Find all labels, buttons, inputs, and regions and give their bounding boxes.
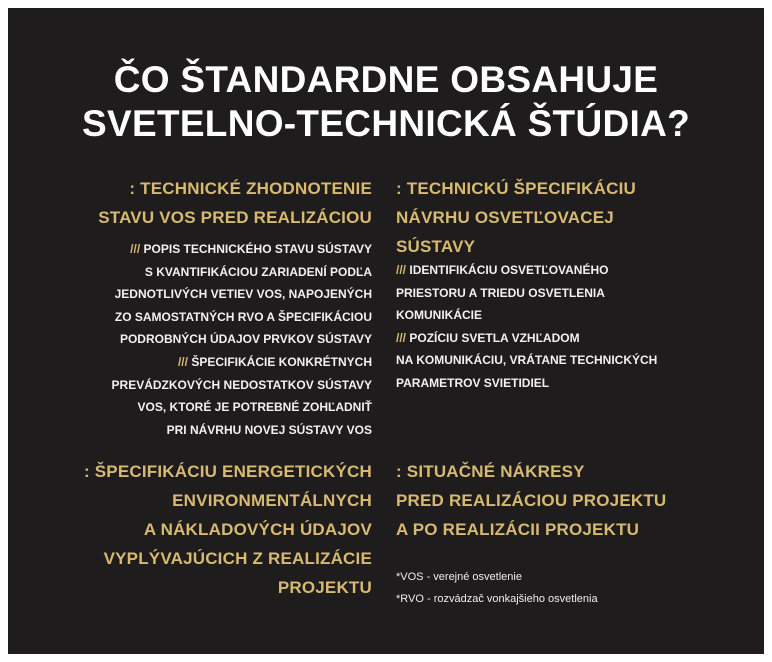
section-title-line: PRED REALIZÁCIOU PROJEKTU <box>396 491 667 510</box>
footnote-rvo: *RVO - rozvádzač vonkajšieho osvetlenia <box>396 593 598 605</box>
bullet-marker: /// <box>396 263 407 277</box>
section-technical-specification-body <box>396 259 657 395</box>
section-situation-drawings-title <box>396 457 666 544</box>
section-title-line: : TECHNICKÉ ZHODNOTENIE <box>129 179 372 198</box>
bullet-item-line: VOS, KTORÉ JE POTREBNÉ ZOHĽADNIŤ <box>137 400 372 415</box>
title-line-2: SVETELNO-TECHNICKÁ ŠTÚDIA? <box>81 103 691 144</box>
section-technical-assessment-title <box>98 174 372 232</box>
bullet-item-line: PRIESTORU A TRIEDU OSVETLENIA <box>396 285 605 300</box>
bullet-item-line: /// ŠPECIFIKÁCIE KONKRÉTNYCH <box>177 354 372 369</box>
bullet-item-line: ZO SAMOSTATNÝCH RVO A ŠPECIFIKÁCIOU <box>114 309 372 324</box>
section-title-line: A NÁKLADOVÝCH ÚDAJOV <box>143 520 372 539</box>
section-technical-specification-title <box>396 174 636 261</box>
section-title-line: SÚSTAVY <box>396 237 476 256</box>
bullet-item-line: JEDNOTLIVÝCH VETIEV VOS, NAPOJENÝCH <box>114 287 372 302</box>
section-title-line: NÁVRHU OSVETĽOVACEJ <box>396 208 614 227</box>
bullet-item-line: /// IDENTIFIKÁCIU OSVETĽOVANÉHO <box>396 263 609 277</box>
footnote-vos: *VOS - verejné osvetlenie <box>396 571 522 583</box>
bullet-item-line: PARAMETROV SVIETIDIEL <box>396 375 550 390</box>
section-title-line: A PO REALIZÁCII PROJEKTU <box>396 520 640 539</box>
section-title-line: : SITUAČNÉ NÁKRESY <box>396 462 585 481</box>
section-title-line: VYPLÝVAJÚCICH Z REALIZÁCIE <box>103 549 372 568</box>
section-technical-assessment-body <box>112 238 372 441</box>
page-title <box>8 58 764 146</box>
bullet-item-line: PODROBNÝCH ÚDAJOV PRVKOV SÚSTAVY <box>119 332 372 347</box>
bullet-item-line: NA KOMUNIKÁCIU, VRÁTANE TECHNICKÝCH <box>396 353 658 368</box>
bullet-item-line: PREVÁDZKOVÝCH NEDOSTATKOV SÚSTAVY <box>111 377 372 392</box>
section-title-line: ENVIRONMENTÁLNYCH <box>172 491 372 510</box>
bullet-marker: /// <box>130 242 141 256</box>
footnotes <box>396 566 598 610</box>
section-title-line: : ŠPECIFIKÁCIU ENERGETICKÝCH <box>83 462 372 481</box>
section-energy-specification-title <box>84 457 372 602</box>
section-title-line: STAVU VOS PRED REALIZÁCIOU <box>98 208 372 227</box>
section-title-line: PROJEKTU <box>277 578 372 597</box>
bullet-item-line: PRI NÁVRHU NOVEJ SÚSTAVY VOS <box>166 422 372 437</box>
bullet-item-line: /// POZÍCIU SVETLA VZHĽADOM <box>396 330 580 345</box>
bullet-item-line: KOMUNIKÁCIE <box>396 308 482 323</box>
bullet-marker: /// <box>396 330 407 345</box>
infographic-panel <box>8 8 764 654</box>
bullet-marker: /// <box>177 354 188 369</box>
section-title-line: : TECHNICKÚ ŠPECIFIKÁCIU <box>396 179 636 198</box>
bullet-item-line: S KVANTIFIKÁCIOU ZARIADENÍ PODĽA <box>144 264 372 279</box>
bullet-item-line: /// POPIS TECHNICKÉHO STAVU SÚSTAVY <box>130 242 372 256</box>
title-line-1: ČO ŠTANDARDNE OBSAHUJE <box>113 59 659 100</box>
